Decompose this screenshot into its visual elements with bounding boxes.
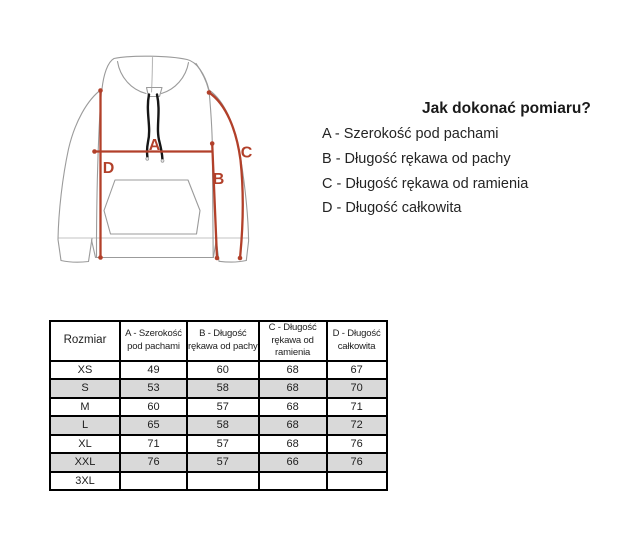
aglet-right (161, 159, 164, 162)
table-row-m (50, 398, 387, 417)
instructions-list (322, 122, 528, 221)
value-cell-b: 57 (187, 453, 259, 472)
col-header-c: C - Długość rękawa od ramienia (259, 321, 327, 361)
col-header-a: A - Szerokość pod pachami (120, 321, 187, 361)
measure-label-c: C (240, 144, 253, 162)
instruction-item-a: A - Szerokość pod pachami (322, 126, 499, 142)
kangaroo-pocket (104, 180, 200, 234)
dot-a-left (92, 149, 97, 154)
table-row-3xl (50, 472, 387, 491)
value-cell-b: 58 (187, 379, 259, 398)
table-header-row (50, 321, 387, 361)
instruction-item-c: C - Długość rękawa od ramienia (322, 175, 529, 192)
value-cell-b: 58 (187, 416, 259, 435)
size-cell: XS (50, 361, 120, 380)
value-cell-a: 49 (120, 361, 187, 380)
table-row-xxl (50, 453, 387, 472)
cuff-left (61, 239, 92, 263)
sleeve-left (58, 89, 102, 261)
value-cell-c: 68 (259, 416, 327, 435)
size-cell: 3XL (50, 472, 120, 491)
value-cell-d: 70 (327, 379, 387, 398)
aglet-left (146, 157, 149, 160)
hood-center-seam (152, 58, 153, 93)
dot-b-bottom (215, 256, 220, 261)
size-cell: XXL (50, 453, 120, 472)
size-cell: S (50, 379, 120, 398)
dot-c-bottom (238, 256, 243, 261)
value-cell-c (259, 472, 327, 491)
value-cell-a (120, 472, 187, 491)
hood-opening-left (118, 62, 147, 94)
measure-label-d: D (102, 160, 115, 177)
value-cell-d (327, 472, 387, 491)
value-cell-d: 76 (327, 453, 387, 472)
table-row-xs (50, 361, 387, 380)
value-cell-c: 68 (259, 361, 327, 380)
value-cell-c: 66 (259, 453, 327, 472)
value-cell-b: 57 (187, 398, 259, 417)
dot-d-bottom (98, 255, 103, 260)
size-cell: XL (50, 435, 120, 454)
value-cell-a: 60 (120, 398, 187, 417)
dot-d-top (98, 88, 103, 93)
instruction-item-d: D - Długość całkowita (322, 200, 462, 217)
col-header-d: D - Długość całkowita (327, 321, 387, 361)
hood-opening-right (162, 63, 189, 94)
value-cell-c: 68 (259, 379, 327, 398)
measure-label-a: A (148, 137, 161, 154)
value-cell-b (187, 472, 259, 491)
hood-outline (102, 56, 209, 90)
table-row-l (50, 416, 387, 435)
col-header-size: Rozmiar (50, 321, 120, 361)
value-cell-a: 65 (120, 416, 187, 435)
dot-b-top (210, 141, 215, 146)
table-row-s (50, 379, 387, 398)
instruction-item-b: B - Długość rękawa od pachy (322, 150, 511, 167)
value-cell-a: 53 (120, 379, 187, 398)
value-cell-b: 57 (187, 435, 259, 454)
value-cell-d: 71 (327, 398, 387, 417)
value-cell-a: 71 (120, 435, 187, 454)
hoodie-outline (58, 56, 249, 262)
size-cell: L (50, 416, 120, 435)
dot-c-top (207, 90, 212, 95)
col-header-b: B - Długość rękawa od pachy (187, 321, 259, 361)
value-cell-d: 72 (327, 416, 387, 435)
value-cell-d: 67 (327, 361, 387, 380)
size-cell: M (50, 398, 120, 417)
instructions-title: Jak dokonać pomiaru? (422, 100, 591, 117)
value-cell-a: 76 (120, 453, 187, 472)
table-row-xl (50, 435, 387, 454)
value-cell-b: 60 (187, 361, 259, 380)
size-table (49, 320, 388, 491)
value-cell-c: 68 (259, 398, 327, 417)
value-cell-d: 76 (327, 435, 387, 454)
seam-left (92, 240, 96, 258)
measure-label-b: B (212, 171, 225, 188)
value-cell-c: 68 (259, 435, 327, 454)
